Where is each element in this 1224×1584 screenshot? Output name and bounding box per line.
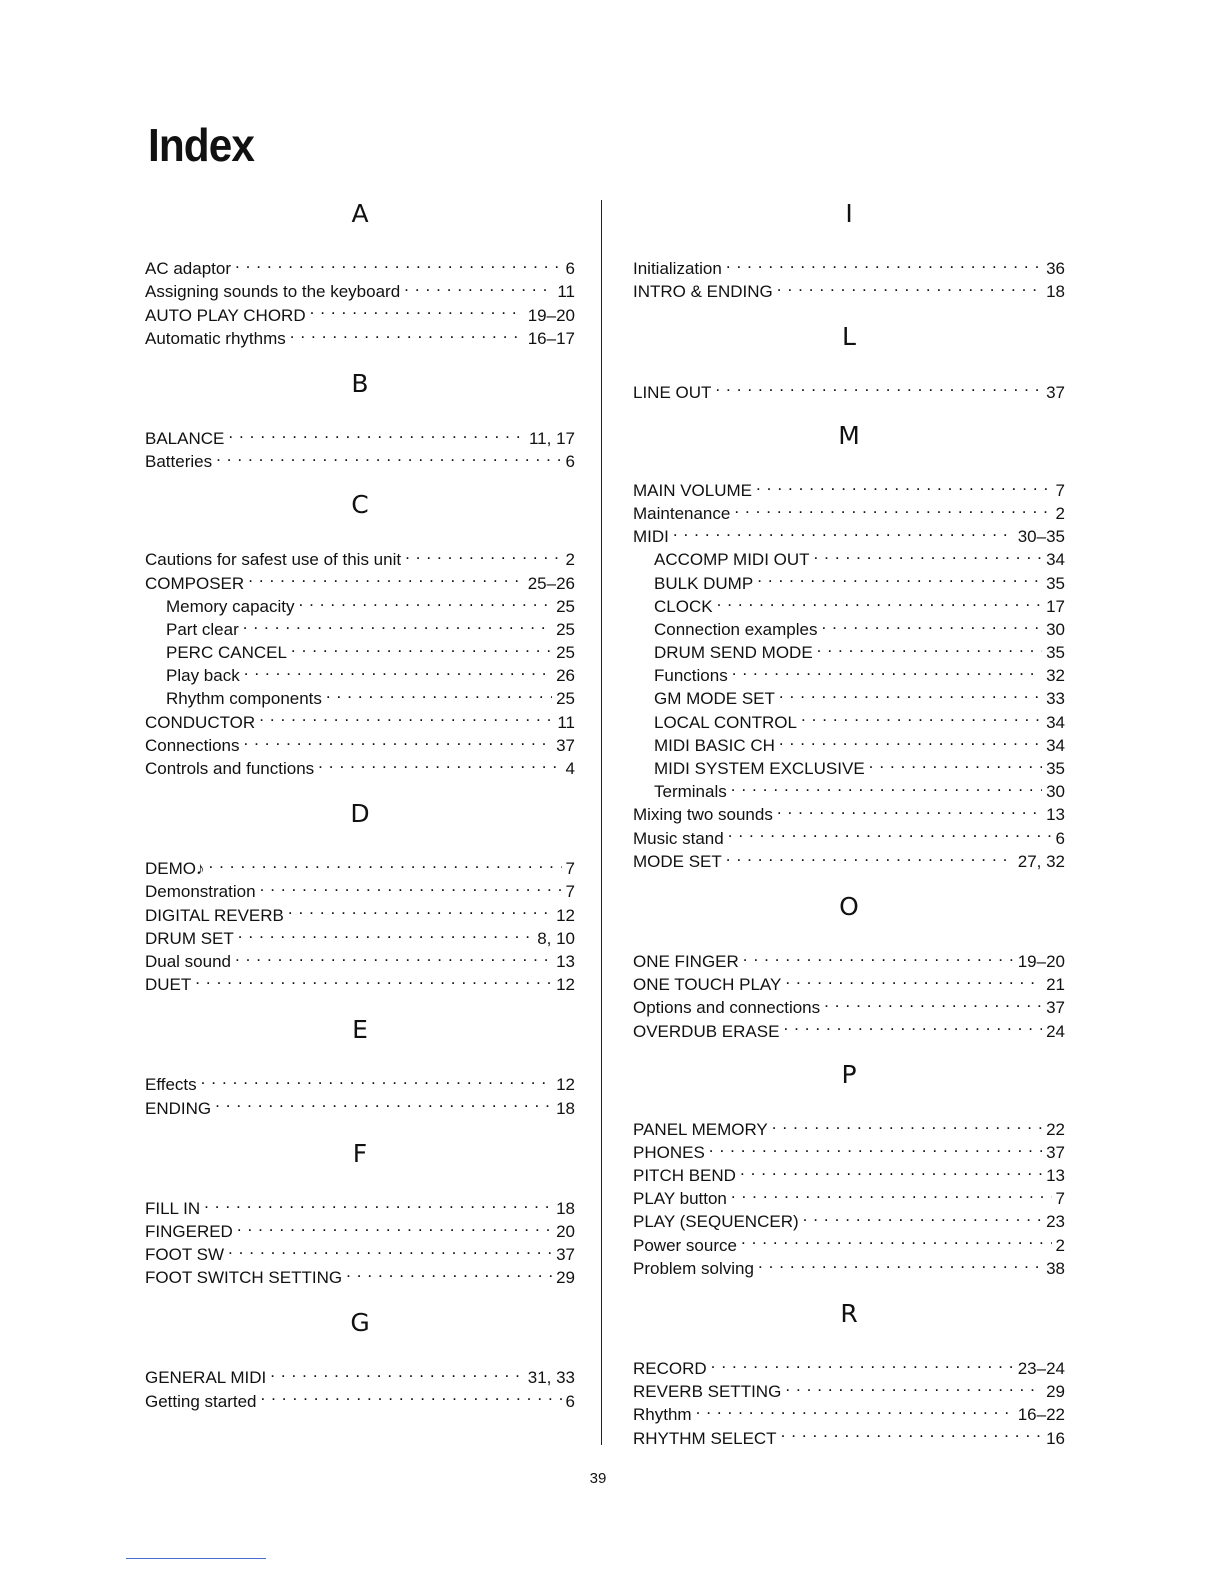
entry-page: 16	[1046, 1428, 1065, 1448]
dot-leader	[404, 274, 553, 297]
entry-page: 25–26	[527, 573, 575, 593]
index-section-b	[145, 366, 575, 472]
dot-leader	[259, 704, 553, 727]
entry-page: 37	[1046, 1142, 1065, 1162]
dot-leader	[726, 251, 1042, 274]
dot-leader	[821, 612, 1042, 635]
dot-leader	[717, 589, 1043, 612]
entry-term: Problem solving	[633, 1258, 754, 1278]
entry-page: 13	[1046, 805, 1065, 825]
entry-page: 25	[556, 643, 575, 663]
entry-term: GENERAL MIDI	[145, 1368, 267, 1388]
dot-leader	[777, 274, 1042, 297]
entry-term: PHONES	[633, 1142, 705, 1162]
dot-leader	[270, 1360, 524, 1383]
index-section-c	[145, 487, 575, 778]
section-letter: A	[351, 199, 369, 228]
entry-page: 25	[556, 596, 575, 616]
entry-page: 32	[1046, 666, 1065, 686]
section-letter: D	[350, 799, 370, 828]
entry-term: AUTO PLAY CHORD	[145, 305, 306, 325]
entry-page: 2	[1055, 1235, 1065, 1255]
entry-page: 6	[565, 452, 575, 472]
dot-leader	[785, 967, 1042, 990]
entry-term: GM MODE SET	[654, 689, 775, 709]
dot-leader	[238, 921, 533, 944]
dot-leader	[711, 1351, 1014, 1374]
index-section-e	[145, 1012, 575, 1118]
entry-term: Controls and functions	[145, 759, 315, 778]
index-section-m	[633, 418, 1065, 871]
entry-term: Part clear	[166, 619, 239, 639]
section-letter: M	[838, 420, 860, 450]
entry-page: 30–35	[1017, 527, 1065, 547]
index-entry	[145, 1090, 575, 1118]
index-entry	[633, 251, 1065, 279]
entry-term: Effects	[145, 1075, 197, 1095]
entry-page: 18	[556, 1198, 575, 1218]
dot-leader	[777, 797, 1042, 820]
section-letter: G	[350, 1308, 370, 1338]
entry-page: 19–20	[1017, 951, 1065, 971]
entry-page: 7	[565, 859, 575, 879]
entry-page: 13	[1046, 1166, 1065, 1186]
dot-leader	[201, 1067, 552, 1090]
dot-leader	[824, 990, 1042, 1013]
dot-leader	[405, 542, 561, 565]
entry-term: BALANCE	[145, 428, 225, 448]
entry-term: Connection examples	[654, 619, 818, 639]
entry-page: 17	[1046, 596, 1065, 616]
entry-term: DIGITAL REVERB	[145, 905, 284, 925]
entry-term: OVERDUB ERASE	[633, 1021, 780, 1041]
entry-page: 35	[1046, 643, 1065, 663]
section-letter: L	[842, 322, 856, 352]
dot-leader	[244, 728, 553, 751]
entry-term: PANEL MEMORY	[633, 1119, 768, 1139]
entry-page: 35	[1046, 573, 1065, 593]
index-entry	[145, 967, 575, 995]
entry-term: Music stand	[633, 828, 724, 848]
section-letter: E	[352, 1015, 368, 1045]
index-entry	[145, 1067, 575, 1095]
dot-leader	[734, 496, 1051, 519]
entry-term: FOOT SWITCH SETTING	[145, 1268, 343, 1288]
dot-leader	[779, 728, 1042, 751]
entry-term: Rhythm components	[166, 689, 322, 709]
dot-leader	[740, 1158, 1042, 1181]
entry-term: CONDUCTOR	[145, 712, 256, 732]
section-letter: O	[839, 891, 859, 921]
section-letter: C	[351, 490, 369, 520]
column-divider	[601, 200, 602, 1445]
dot-leader	[715, 374, 1042, 397]
entry-page: 7	[1055, 480, 1065, 500]
dot-leader	[803, 1204, 1042, 1227]
entry-term: Maintenance	[633, 503, 731, 523]
index-entry	[633, 944, 1065, 971]
entry-term: ONE TOUCH PLAY	[633, 975, 782, 995]
entry-page: 30	[1046, 782, 1065, 802]
dot-leader	[814, 542, 1043, 565]
index-entry	[633, 473, 1065, 500]
entry-page: 29	[1046, 1382, 1065, 1402]
entry-page: 20	[556, 1221, 575, 1241]
dot-leader	[726, 844, 1014, 867]
index-entry	[145, 421, 575, 448]
entry-page: 33	[1046, 689, 1065, 709]
index-entry	[633, 374, 1065, 402]
dot-leader	[243, 612, 552, 635]
section-letter: P	[841, 1059, 857, 1089]
entry-page: 30	[1046, 619, 1065, 639]
entry-term: MIDI	[633, 527, 669, 547]
dot-leader	[756, 473, 1052, 496]
index-section-a	[145, 196, 575, 348]
entry-term: Connections	[145, 735, 240, 755]
entry-term: CLOCK	[654, 596, 713, 616]
entry-page: 13	[556, 951, 575, 971]
dot-leader	[731, 774, 1042, 797]
dot-leader	[326, 681, 552, 704]
entry-page: 21	[1046, 975, 1065, 995]
entry-page: 16–22	[1017, 1405, 1065, 1425]
dot-leader	[781, 1420, 1043, 1443]
dot-leader	[785, 1374, 1042, 1397]
section-letter: I	[845, 199, 853, 228]
entry-page: 18	[1046, 282, 1065, 302]
entry-page: 22	[1046, 1119, 1065, 1139]
entry-term: DUET	[145, 975, 192, 995]
entry-page: 12	[556, 975, 575, 995]
entry-term: ONE FINGER	[633, 951, 739, 971]
entry-term: FINGERED	[145, 1221, 233, 1241]
dot-leader	[731, 1181, 1052, 1204]
index-section-g	[145, 1305, 575, 1411]
entry-term: RHYTHM SELECT	[633, 1428, 777, 1448]
index-section-o	[633, 889, 1065, 1041]
entry-page: 25	[556, 619, 575, 639]
index-section-r	[633, 1296, 1065, 1448]
dot-leader	[215, 1090, 552, 1113]
section-letter: B	[351, 368, 369, 398]
dot-leader	[235, 251, 562, 274]
entry-term: Assigning sounds to the keyboard	[145, 282, 401, 302]
entry-term: FILL IN	[145, 1198, 201, 1218]
section-letter: R	[840, 1298, 858, 1328]
dot-leader	[204, 1191, 552, 1214]
dot-leader	[779, 681, 1042, 704]
entry-page: 11	[557, 712, 575, 732]
dot-leader	[772, 1112, 1042, 1135]
entry-term: RECORD	[633, 1359, 707, 1378]
index-entry	[145, 1214, 575, 1241]
dot-leader	[801, 704, 1042, 727]
entry-term: MAIN VOLUME	[633, 480, 753, 500]
entry-term: BULK DUMP	[654, 573, 754, 593]
index-section-p	[633, 1057, 1065, 1278]
dot-leader	[732, 658, 1042, 681]
index-entry	[633, 1351, 1065, 1378]
dot-leader	[709, 1135, 1042, 1158]
page-title: Index	[148, 119, 254, 171]
page-number: 39	[589, 1470, 607, 1487]
entry-page: 11, 17	[528, 428, 575, 448]
entry-term: LINE OUT	[633, 382, 712, 402]
dot-leader	[310, 297, 524, 320]
entry-term: Initialization	[633, 259, 722, 279]
entry-term: Dual sound	[145, 951, 232, 971]
entry-term: Batteries	[145, 452, 213, 472]
entry-page: 19–20	[527, 305, 575, 325]
index-section-i	[633, 196, 1065, 302]
dot-leader	[290, 321, 524, 344]
entry-page: 6	[565, 259, 575, 279]
entry-page: 7	[1055, 1189, 1065, 1209]
entry-page: 6	[565, 1391, 575, 1411]
entry-page: 11	[557, 282, 575, 302]
dot-leader	[195, 967, 552, 990]
entry-page: 6	[1055, 828, 1065, 848]
index-entry	[145, 851, 575, 879]
entry-page: 34	[1046, 735, 1065, 755]
dot-leader	[288, 897, 552, 920]
entry-page: 37	[556, 735, 575, 755]
dot-leader	[261, 1383, 562, 1406]
dot-leader	[696, 1397, 1014, 1420]
entry-term: ACCOMP MIDI OUT	[654, 550, 810, 570]
entry-page: 2	[1055, 503, 1065, 523]
entry-term: Memory capacity	[166, 596, 295, 616]
dot-leader	[673, 519, 1014, 542]
entry-page: 38	[1046, 1258, 1065, 1278]
entry-page: 2	[565, 550, 575, 570]
dot-leader	[757, 565, 1042, 588]
entry-term: Getting started	[145, 1391, 257, 1411]
entry-page: 36	[1046, 259, 1065, 279]
entry-page: 18	[556, 1098, 575, 1118]
dot-leader	[817, 635, 1042, 658]
entry-term: AC adaptor	[145, 259, 231, 279]
entry-term: DRUM SET	[145, 928, 234, 948]
dot-leader	[743, 944, 1014, 967]
entry-page: 7	[565, 882, 575, 902]
dot-leader	[758, 1251, 1042, 1274]
entry-term: Power source	[633, 1235, 737, 1255]
entry-page: 34	[1046, 550, 1065, 570]
dot-leader	[228, 1237, 552, 1260]
entry-page: 37	[1046, 382, 1065, 402]
dot-leader	[318, 751, 561, 774]
entry-page: 8, 10	[537, 928, 575, 948]
section-letter: F	[352, 1138, 368, 1168]
index-entry	[145, 874, 575, 902]
entry-term: Play back	[166, 666, 240, 686]
dot-leader	[209, 851, 562, 874]
entry-page: 31, 33	[527, 1368, 575, 1388]
dot-leader	[228, 421, 525, 444]
index-section-d	[145, 796, 575, 995]
dot-leader	[216, 444, 561, 467]
dot-leader	[298, 589, 552, 612]
dot-leader	[741, 1227, 1052, 1250]
entry-term: Rhythm	[633, 1405, 692, 1425]
entry-page: 37	[556, 1245, 575, 1265]
dot-leader	[291, 635, 552, 658]
dot-leader	[235, 944, 552, 967]
entry-term: PITCH BEND	[633, 1166, 736, 1186]
index-entry	[633, 1112, 1065, 1139]
entry-page: 4	[565, 759, 575, 778]
index-entry	[145, 1360, 575, 1388]
entry-page: 12	[556, 905, 575, 925]
dot-leader	[260, 874, 562, 897]
entry-term: PLAY button	[633, 1189, 727, 1209]
index-section-f	[145, 1136, 575, 1288]
index-entry	[633, 1397, 1065, 1425]
index-entry	[633, 519, 1065, 547]
entry-page: 37	[1046, 998, 1065, 1018]
entry-page: 12	[556, 1075, 575, 1095]
dot-leader	[346, 1260, 552, 1283]
index-entry	[145, 1191, 575, 1218]
index-entry	[633, 1420, 1065, 1448]
entry-page: 29	[556, 1268, 575, 1288]
index-section-l	[633, 319, 1065, 402]
entry-term: FOOT SW	[145, 1245, 225, 1265]
entry-page: 26	[556, 666, 575, 686]
index-column-right	[633, 196, 1065, 1448]
entry-term: MIDI BASIC CH	[654, 735, 775, 755]
dot-leader	[728, 820, 1052, 843]
dot-leader	[783, 1013, 1042, 1036]
entry-page: 24	[1046, 1021, 1065, 1041]
entry-term: MIDI SYSTEM EXCLUSIVE	[654, 759, 865, 778]
entry-term: Demonstration	[145, 882, 256, 902]
entry-term: DRUM SEND MODE	[654, 643, 813, 663]
entry-term: ENDING	[145, 1098, 212, 1118]
index-subentry	[633, 542, 1065, 570]
entry-term: Terminals	[654, 782, 727, 802]
entry-term: MODE SET	[633, 851, 722, 871]
entry-term: LOCAL CONTROL	[654, 712, 797, 732]
entry-term: INTRO & ENDING	[633, 282, 773, 302]
dot-leader	[869, 751, 1042, 774]
entry-page: 25	[556, 689, 575, 709]
index-entry	[145, 251, 575, 279]
dot-leader	[244, 658, 552, 681]
entry-term: DEMO♪	[145, 859, 205, 879]
entry-term: PERC CANCEL	[166, 643, 287, 663]
entry-term: Options and connections	[633, 998, 821, 1018]
entry-term: REVERB SETTING	[633, 1382, 782, 1402]
entry-term: Cautions for safest use of this unit	[145, 550, 402, 570]
index-column-left	[145, 196, 575, 1411]
entry-term: Functions	[654, 666, 728, 686]
entry-page: 34	[1046, 712, 1065, 732]
entry-page: 23–24	[1017, 1359, 1065, 1378]
entry-page: 23	[1046, 1212, 1065, 1232]
entry-term: COMPOSER	[145, 573, 245, 593]
footer-rule	[126, 1558, 266, 1559]
entry-page: 27, 32	[1017, 851, 1065, 871]
entry-term: Automatic rhythms	[145, 328, 286, 348]
entry-term: Mixing two sounds	[633, 805, 773, 825]
dot-leader	[248, 565, 524, 588]
entry-page: 35	[1046, 759, 1065, 778]
dot-leader	[237, 1214, 552, 1237]
entry-page: 16–17	[527, 328, 575, 348]
index-entry	[145, 542, 575, 570]
entry-term: PLAY (SEQUENCER)	[633, 1212, 799, 1232]
